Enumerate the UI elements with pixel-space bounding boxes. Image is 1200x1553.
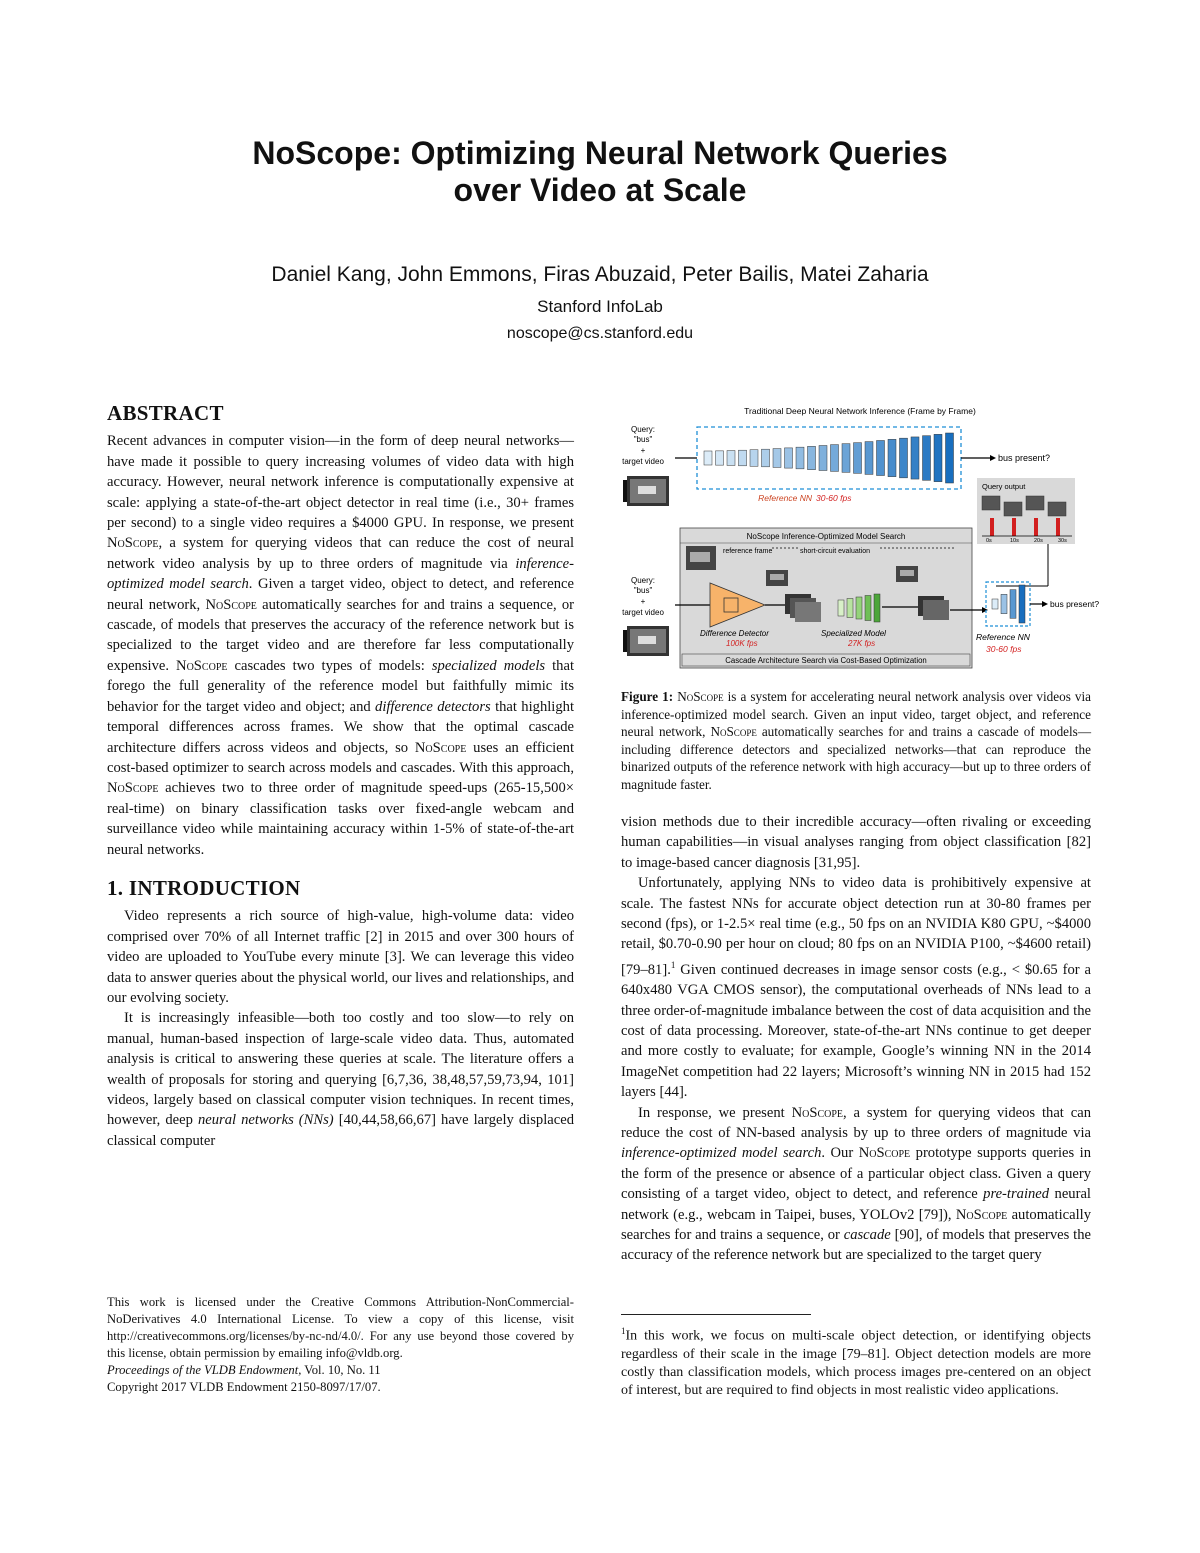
nn-layer: [808, 446, 816, 469]
difference-detector-label: Difference Detector: [700, 629, 769, 638]
output-frame: [1048, 502, 1066, 516]
copyright-line: Copyright 2017 VLDB Endowment 2150-8097/17/07.: [107, 1380, 381, 1394]
abstract-heading: ABSTRACT: [107, 401, 224, 425]
target-video-label-bottom: target video: [622, 608, 664, 617]
query-label-bottom: Query:: [630, 576, 656, 585]
nn-layer: [900, 438, 908, 478]
proceedings-line: Proceedings of the VLDB Endowment, Vol. 10, No. 11: [107, 1363, 381, 1377]
reference-nn-box-top: [697, 427, 961, 489]
spec-layer: [874, 594, 880, 622]
reference-nn-layers-bottom: [992, 585, 1025, 623]
nn-layer: [704, 451, 712, 465]
intro-heading: 1. INTRODUCTION: [107, 875, 301, 900]
right-paragraph-3: In response, we present NoScope, a system for querying videos that can reduce the cost of NN-based analysis by up to three orders of magnitude via inference-optimized model search. Our NoScope prototype supports queries in the form of the presence or absence of a particular object class. Given a query consisting of a target video, object to detect, and reference pre-trained neural network (e.g., webcam in Taipei, buses, YOLOv2 [79]), NoScope automatically searches for and trains a sequence, or cascade [90], of models that preserves the accuracy of the reference network but are specialized to the target query: [621, 1104, 1091, 1264]
nn-layer: [865, 442, 873, 475]
nn-layer: [992, 599, 998, 609]
affiliation: Stanford InfoLab: [537, 297, 663, 316]
spec-layer: [865, 596, 871, 621]
output-bar: [1034, 518, 1038, 536]
output-bar: [990, 518, 994, 536]
cascade-label: Cascade Architecture Search via Cost-Based Optimization: [725, 656, 927, 665]
ref-nn-fps-top: 30-60 fps: [816, 493, 852, 503]
time-tick-label: 30s: [1058, 538, 1067, 544]
video-thumbnail-top: [623, 476, 669, 506]
query-label-top: Query:: [630, 425, 656, 434]
nn-layer: [796, 447, 804, 469]
output-frame: [1026, 496, 1044, 510]
nn-layer: [888, 439, 896, 476]
target-video-label-top: target video: [622, 457, 664, 466]
nn-layer: [739, 450, 747, 466]
bus-present-top: bus present?: [998, 453, 1051, 463]
spec-layer: [856, 597, 862, 619]
left-column: [107, 403, 574, 1151]
intro-paragraph-2: It is increasingly infeasible—both too costly and too slow—to rely on manual, human-based inspection of large-scale video data. Thus, automated analysis is critical to answering these queries at scale. The literature offers a wealth of proposals for storing and querying [6,7,36, 38,48,57,59,73,94, 101] videos, largely based on classical computer vision techniques. In recent times, however, deep neural networks (NNs) [40,44,58,66,67] have largely displaced classical computer: [107, 1010, 575, 1149]
title-line-1: NoScope: Optimizing Neural Network Queries: [252, 135, 948, 171]
output-bar: [1012, 518, 1016, 536]
frame-skip-image-2: [896, 566, 918, 582]
time-tick-label: 10s: [1010, 538, 1019, 544]
plus-bottom: +: [640, 597, 646, 606]
nn-layer: [727, 451, 735, 466]
right-column: [621, 812, 1091, 1266]
nn-layer: [819, 446, 827, 471]
video-thumbnail-bottom: [623, 626, 669, 656]
ref-nn-fps-bottom: 30-60 fps: [986, 644, 1022, 654]
license-footnote: [107, 1294, 574, 1396]
traditional-inference-title: Traditional Deep Neural Network Inference (Frame by Frame): [744, 406, 976, 416]
nn-layer: [1001, 594, 1007, 613]
output-bar: [1056, 518, 1060, 536]
query-value-bottom: "bus": [633, 586, 653, 595]
nn-layer: [773, 449, 781, 468]
search-panel-title: NoScope Inference-Optimized Model Search: [746, 532, 906, 541]
nn-layer: [911, 437, 919, 479]
nn-layer: [842, 444, 850, 473]
intro-paragraph-1: Video represents a rich source of high-value, high-volume data: video comprised over 70% of all Internet traffic [2] in 2015 and over 300 hours of video are uploaded to YouTube every minute [3]. We can leverage this video data to answer queries about the physical world, our lives and relationships, and our evolving society.: [107, 908, 574, 1006]
title-line-2: over Video at Scale: [453, 172, 747, 208]
specialized-model-fps: 27K fps: [848, 639, 876, 648]
bus-present-bottom: bus present?: [1050, 599, 1100, 609]
license-text: This work is licensed under the Creative Commons Attribution-NonCommercial-NoDerivatives 4.0 International License. To view a copy of this license, visit http://creativecommons.org/licenses/by-nc-nd/4.0/. For any use beyond those covered by this license, obtain permission by emailing info@vldb.org.: [107, 1295, 574, 1360]
reference-frame-label: reference frame: [723, 548, 773, 555]
time-tick-label: 20s: [1034, 538, 1043, 544]
right-paragraph-1: vision methods due to their incredible accuracy—often rivaling or exceeding human capabilities—in visual analyses ranging from object classification [82] to image-based cancer diagnosis [31,95].: [621, 814, 1091, 871]
figure-1: [620, 400, 1100, 672]
ref-nn-label-bottom: Reference NN: [976, 632, 1030, 642]
reference-nn-layers-top: [704, 433, 954, 483]
short-circuit-label: short-circuit evaluation: [800, 548, 871, 555]
query-output-label: Query output: [982, 482, 1026, 491]
nn-layer: [923, 436, 931, 481]
nn-layer: [946, 433, 954, 483]
abstract-text: Recent advances in computer vision—in the form of deep neural networks—have made it possible to query increasing volumes of video data with high accuracy. However, neural network inference is computationally expensive at scale: applying a state-of-the-art object detector in real time (i.e., 30+ frames per second) to a single video requires a $4000 GPU. In response, we present NoScope, a system for querying videos that can reduce the cost of neural network video analysis by up to three orders of magnitude via inference-optimized model search. Given a target video, object to detect, and reference neural network, NoScope automatically searches for and trains a sequence, or cascade, of models that preserves the accuracy of the reference network but is specialized to the target video and are therefore far less computationally expensive. NoScope cascades two types of models: specialized models that forego the full generality of the reference model but faithfully mimic its behavior for the target video and object; and difference detectors that highlight temporal differences across frames. We show that the optimal cascade architecture differs across videos and objects, so NoScope uses an efficient cost-based optimizer to search across models and cascades. With this approach, NoScope achieves two to three order of magnitude speed-ups (265-15,500× real-time) on binary classification tasks over fixed-angle webcam and surveillance video while maintaining accuracy within 1-5% of state-of-the-art neural networks.: [107, 433, 575, 858]
spec-layer: [838, 600, 844, 616]
output-frame: [1004, 502, 1022, 516]
time-tick-label: 0s: [986, 538, 992, 544]
footnote-1: $^1$In this work, we focus on multi-scale object detection, or identifying objects regardless of their scale in the image [79–81]. Object detection models are more costly than classification models, which process images pre-centered on an object of interest, but are required to find objects in most realistic video applications.: [621, 1326, 1091, 1398]
nn-layer: [1019, 585, 1025, 623]
nn-layer: [762, 449, 770, 467]
nn-layer: [831, 445, 839, 472]
ref-nn-label-top: Reference NN: [758, 493, 812, 503]
footnote-rule: [621, 1314, 811, 1315]
nn-layer: [854, 443, 862, 474]
frame-stack-1: [785, 594, 821, 622]
reference-frame-image: [686, 546, 716, 570]
spec-layer: [847, 599, 853, 618]
contact-email[interactable]: noscope@cs.stanford.edu: [506, 325, 694, 342]
frame-skip-image-1: [766, 570, 788, 586]
specialized-model-label: Specialized Model: [821, 629, 886, 638]
nn-layer: [934, 434, 942, 481]
nn-layer: [877, 440, 885, 475]
query-value-top: "bus": [633, 435, 653, 444]
nn-layer: [1010, 590, 1016, 619]
right-paragraph-2: Unfortunately, applying NNs to video data is prohibitively expensive at scale. The fastest NNs for accurate object detection run at 30-80 frames per second (fps), or 1-2.5× real time (e.g., 50 fps on an NVIDIA K80 GPU, ~$4000 retail, $0.70-0.90 per hour on cloud; 80 fps on an NVIDIA P100, ~$4600 retail) [79–81].$^1$ Given continued decreases in image sensor costs (e.g., < $0.65 for a 640x480 VGA CMOS sensor), the computational overheads of NNs lead to a three order-of-magnitude imbalance between the cost of data acquisition and the cost of data processing. Moreover, state-of-the-art NNs continue to get deeper and more costly to evaluate; for example, Google’s winning NN in the 2014 ImageNet competition had 22 layers; Microsoft’s winning NN in 2015 had 152 layers [44].: [621, 875, 1091, 1101]
nn-layer: [750, 450, 758, 467]
plus-top: +: [640, 446, 646, 455]
author-list: Daniel Kang, John Emmons, Firas Abuzaid, Peter Bailis, Matei Zaharia: [271, 263, 929, 286]
paper-title: [0, 135, 1200, 209]
figure-caption: Figure 1: NoScope is a system for accelerating neural network analysis over videos via inference-optimized model search. Given an input video, target object, and reference neural network, NoScope automatically searches for and trains a cascade of models—including difference detectors and specialized networks—that can reproduce the binarized outputs of the reference network with high accuracy—but up to three orders of magnitude faster.: [621, 689, 1092, 792]
nn-layer: [785, 448, 793, 468]
output-frame: [982, 496, 1000, 510]
difference-detector-fps: 100K fps: [726, 639, 758, 648]
nn-layer: [716, 451, 724, 465]
